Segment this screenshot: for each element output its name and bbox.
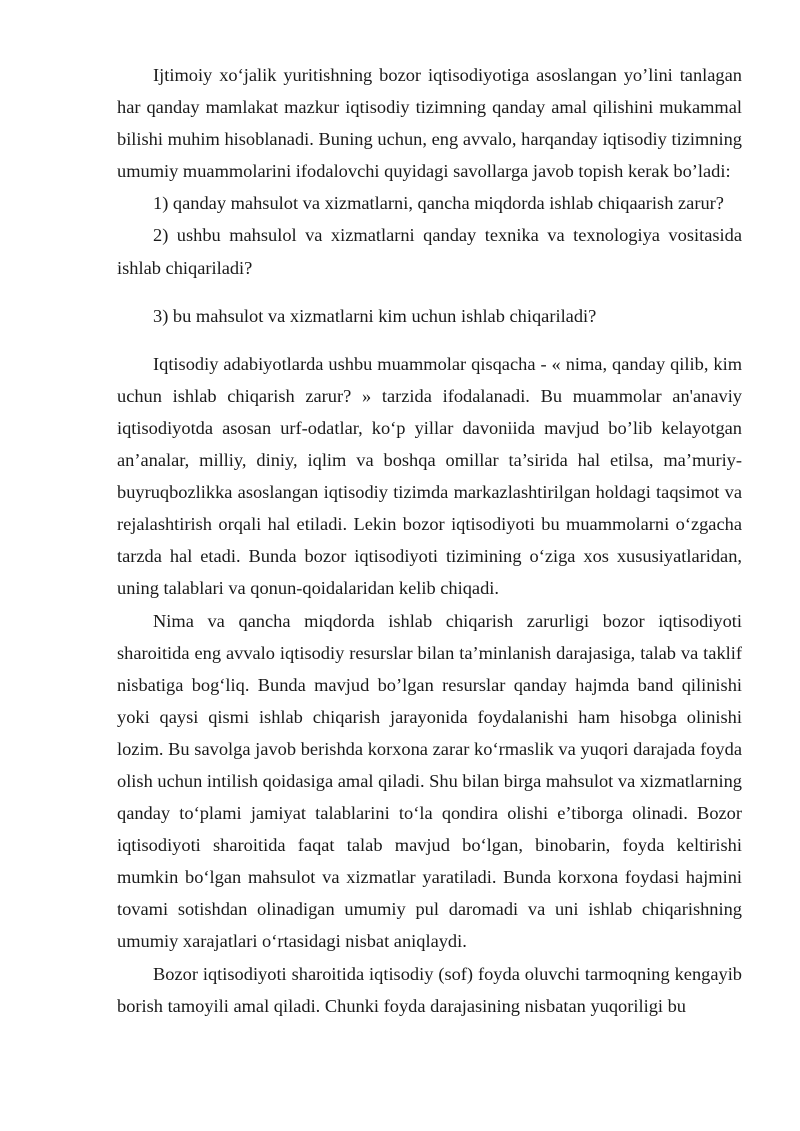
question-1: 1) qanday mahsulot va xizmatlarni, qancha miqdorda ishlab chiqaarish zarur? (153, 193, 724, 214)
paragraph-market-economy-profit: Bozor iqtisodiyoti sharoitida iqtisodiy (sof) foyda oluvchi tarmoqning kengayib borish tamoyili amal qiladi. Chunki foyda darajasining nisbatan yuqoriligi bu (117, 963, 742, 1016)
paragraph-intro: Ijtimoiy xo‘jalik yuritishning bozor iqtisodiyotiga asoslangan yo’lini tanlagan har qanday mamlakat mazkur iqtisodiy tizimning qanday amal qilishini mukammal bilishi muhim hisoblanadi. Buning uchun, eng avvalo, harqanday iqtisodiy tizimning umumiy muammolarini ifodalovchi quyidagi savollarga javob topish kerak bo’ladi: (117, 65, 742, 182)
paragraph-economic-literature: Iqtisodiy adabiyotlarda ushbu muammolar qisqacha - « nima, qanday qilib, kim uchun ishlab chiqarish zarur? » tarzida ifodalanadi. Bu muammolar an'anaviy iqtisodiyotda asosan urf-odatlar, ko‘p yillar davoniida mavjud bo’lib kelayotgan an’analar, milliy, diniy, iqlim va boshqa omillar ta’sirida hal etilsa, ma’muriy-buyruqbozlikka asoslangan iqtisodiy tizimda markazlashtirilgan holdagi taqsimot va rejalashtirish orqali hal etiladi. Lekin bozor iqtisodiyoti bu muammolarni o‘zgacha tarzda hal etadi. Bunda bozor iqtisodiyoti tizimining o‘ziga xos xususiyatlaridan, uning talablari va qonun-qoidalaridan kelib chiqadi. (117, 353, 742, 599)
paragraph-what-and-how-much: Nima va qancha miqdorda ishlab chiqarish zarurligi bozor iqtisodiyoti sharoitida eng avvalo iqtisodiy resurslar bilan ta’minlanish darajasiga, talab va taklif nisbatiga bog‘liq. Bunda mavjud bo’lgan resurslar qanday hajmda band qilinishi yoki qaysi qismi ishlab chiqarish jarayonida foydalanishi ham hisobga olinishi lozim. Bu savolga javob berishda korxona zarar ko‘rmaslik va yuqori darajada foyda olish uchun intilish qoidasiga amal qiladi. Shu bilan birga mahsulot va xizmatlarning qanday to‘plami jamiyat talablarini to‘la qondira olishi e’tiborga olinadi. Bozor iqtisodiyoti sharoitida faqat talab mavjud bo‘lgan, binobarin, foyda keltirishi mumkin bo‘lgan mahsulot va xizmatlar yaratiladi. Bunda korxona foydasi hajmini tovami sotishdan olinadigan umumiy pul daromadi va uni ishlab chiqarishning umumiy xarajatlari o‘rtasidagi nisbat aniqlaydi. (117, 610, 742, 952)
document-body (117, 59, 742, 1022)
question-3: 3) bu mahsulot va xizmatlarni kim uchun ishlab chiqariladi? (153, 305, 597, 326)
question-2: 2) ushbu mahsulol va xizmatlarni qanday texnika va texnologiya vositasida ishlab chiqariladi? (117, 225, 742, 278)
